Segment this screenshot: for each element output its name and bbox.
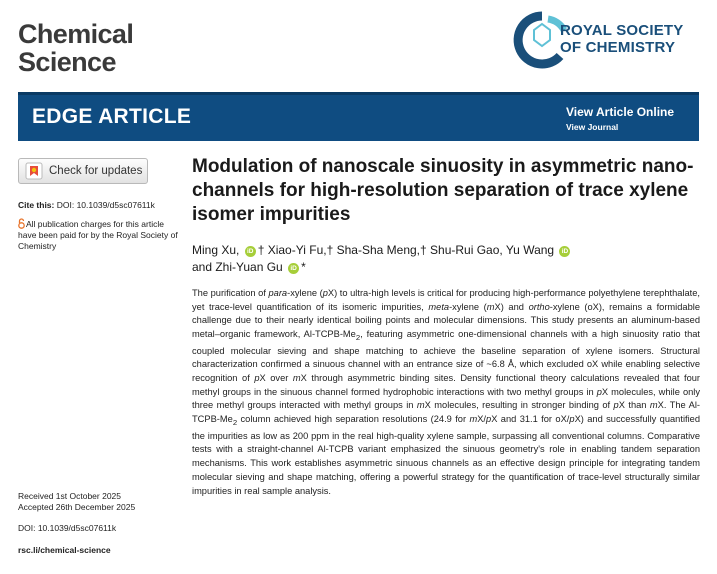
cite-this xyxy=(18,200,188,210)
corresponding-mark: * xyxy=(301,260,306,274)
authors-middle[interactable]: † Xiao-Yi Fu,† Sha-Sha Meng,† Shu-Rui Gao, Yu Wang xyxy=(257,243,555,257)
accepted-date: Accepted 26th December 2025 xyxy=(18,502,136,512)
journal-title-line1: Chemical xyxy=(18,19,134,49)
cite-doi[interactable]: DOI: 10.1039/d5sc07611k xyxy=(56,200,155,210)
view-article-online-link[interactable]: View Article Online xyxy=(566,105,675,119)
orcid-icon[interactable]: iD xyxy=(245,246,256,257)
open-access-icon xyxy=(18,218,25,229)
check-for-updates-label: Check for updates xyxy=(49,165,143,177)
received-date: Received 1st October 2025 xyxy=(18,491,122,501)
author-zhi-yuan-gu[interactable]: and Zhi-Yuan Gu xyxy=(192,260,283,274)
publisher-name xyxy=(560,22,710,56)
article-dates xyxy=(18,491,188,513)
cite-label: Cite this: xyxy=(18,200,55,210)
check-updates-icon xyxy=(25,162,43,180)
article-doi[interactable]: DOI: 10.1039/d5sc07611k xyxy=(18,523,117,533)
check-for-updates-button[interactable] xyxy=(18,158,148,184)
abstract: The purification of para-xylene (pX) to ultra-high levels is critical for producing high-performance polyethylene terephthalate, yet trace-level quantification of its isomeric impurities, meta-xylene (mX) and ortho-xylene (oX), remains a formidable challenge due to their nearly identical boiling points and molecular dimensions. This study presents an aluminum-based metal–organic framework, $Al-TCPB-Me_2$, featuring asymmetric one-dimensional channels with a high sinuosity ratio that coupled molecular sieving and shape matching to achieve the baseline separation of xylene isomers. Structural characterization confirmed a sinuous channel with an entrance size of ~6.8 Å, which excluded oX while enabling selective recognition of pX over mX through asymmetric binding sites. Density functional theory calculations revealed that four methyl groups in the sinuous channel formed hydrophobic interactions with two methyl groups in pX molecules, while only three methyl groups interacted with methyl groups in mX molecules, resulting in stronger binding of pX than mX. The $Al-TCPB-Me_2$ column achieved high separation resolutions (24.9 for mX/pX and 31.1 for oX/pX) and successfully quantified the impurities as low as 200 ppm in the real high-quality xylene sample, surpassing all conventional columns. Comparative tests with a straight-channel Al-TCPB variant emphasized the sinuous geometry's role in enabling tandem separation mechanisms. This work establishes asymmetric sinuous channels as an effective design principle for integrating tandem molecular sieving and shape matching, offering a powerful strategy for the quantification of trace-level structurally similar impurities in real sample analysis. xyxy=(192,288,701,496)
open-access-text: All publication charges for this article have been paid for by the Royal Society of Chemistry xyxy=(18,219,178,251)
journal-link[interactable]: rsc.li/chemical-science xyxy=(18,545,111,555)
publisher-line2: OF CHEMISTRY xyxy=(560,39,676,56)
article-type-banner xyxy=(18,92,699,141)
orcid-icon[interactable]: iD xyxy=(288,263,299,274)
article-type: EDGE ARTICLE xyxy=(32,105,192,128)
open-access-note xyxy=(18,218,183,252)
author-list xyxy=(192,242,702,276)
journal-title-line2: Science xyxy=(18,47,116,77)
article-title: Modulation of nanoscale sinuosity in asymmetric nano-channels for high-resolution separation of trace xylene isomer impurities xyxy=(192,156,694,225)
orcid-icon[interactable]: iD xyxy=(559,246,570,257)
publisher-line1: ROYAL SOCIETY xyxy=(560,22,684,39)
journal-title xyxy=(18,20,218,76)
view-journal-link[interactable]: View Journal xyxy=(566,122,619,132)
author-ming-xu[interactable]: Ming Xu, xyxy=(192,243,240,257)
